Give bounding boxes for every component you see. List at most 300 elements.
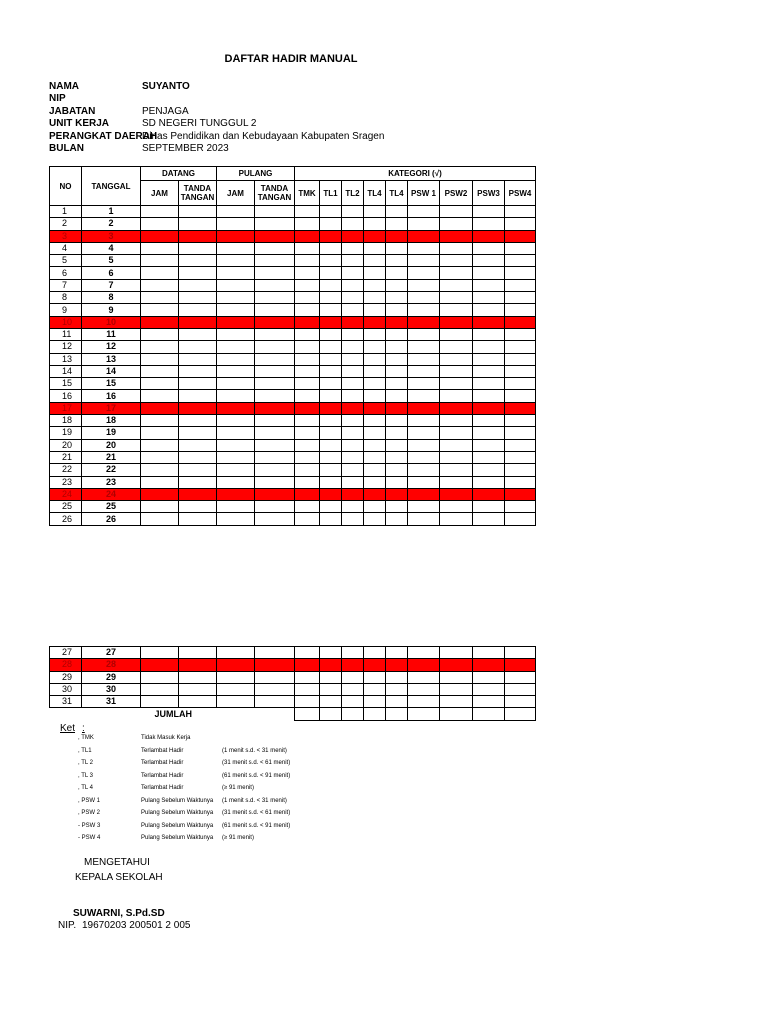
table-cell [141, 671, 179, 683]
legend-desc: Pulang Sebelum Waktunya [141, 798, 214, 804]
table-cell [179, 218, 217, 230]
row-tanggal: 11 [82, 328, 141, 340]
table-cell [440, 365, 473, 377]
table-cell [320, 683, 342, 695]
table-cell [342, 439, 364, 451]
row-tanggal: 27 [82, 647, 141, 659]
table-cell [505, 365, 536, 377]
table-cell [505, 304, 536, 316]
table-cell [440, 488, 473, 500]
legend-code: , TL1 [78, 748, 92, 754]
table-cell [408, 488, 440, 500]
table-cell [440, 451, 473, 463]
table-cell [386, 341, 408, 353]
table-cell [440, 427, 473, 439]
table-cell [320, 439, 342, 451]
table-cell [386, 279, 408, 291]
row-no: 25 [50, 501, 82, 513]
table-cell [217, 206, 255, 218]
table-cell [141, 353, 179, 365]
table-cell [473, 255, 505, 267]
row-no: 15 [50, 378, 82, 390]
table-row [50, 476, 536, 488]
row-tanggal: 23 [82, 476, 141, 488]
table-cell [505, 696, 536, 708]
table-cell [505, 683, 536, 695]
header-kategori-col: TL1 [320, 181, 342, 206]
legend-note: (31 menit s.d. < 61 menit) [222, 760, 291, 766]
row-tanggal: 4 [82, 242, 141, 254]
table-cell [295, 439, 320, 451]
table-cell [179, 353, 217, 365]
table-cell [141, 230, 179, 242]
header-datang-jam: JAM [141, 181, 179, 206]
table-cell [505, 255, 536, 267]
table-cell [342, 218, 364, 230]
table-cell [320, 513, 342, 525]
table-cell [440, 696, 473, 708]
table-cell [255, 341, 295, 353]
table-cell [408, 292, 440, 304]
table-cell [342, 647, 364, 659]
table-cell [295, 230, 320, 242]
table-cell [179, 683, 217, 695]
table-cell [473, 659, 505, 671]
table-cell [440, 501, 473, 513]
signer-nip-label: NIP. [58, 920, 77, 931]
table-cell [505, 292, 536, 304]
row-tanggal: 14 [82, 365, 141, 377]
table-cell [141, 341, 179, 353]
table-cell [364, 206, 386, 218]
table-cell [505, 230, 536, 242]
header-pulang-tanda-tangan: TANDA TANGAN [255, 181, 295, 206]
table-cell [342, 464, 364, 476]
table-cell [141, 501, 179, 513]
table-cell [408, 427, 440, 439]
table-cell [217, 439, 255, 451]
table-cell [408, 476, 440, 488]
table-cell [295, 464, 320, 476]
table-cell [473, 501, 505, 513]
table-cell [505, 659, 536, 671]
table-cell [473, 488, 505, 500]
table-cell [473, 647, 505, 659]
table-cell [473, 415, 505, 427]
table-cell [141, 292, 179, 304]
table-cell [320, 328, 342, 340]
table-cell [505, 206, 536, 218]
table-cell [505, 647, 536, 659]
row-tanggal: 2 [82, 218, 141, 230]
table-cell [364, 255, 386, 267]
table-cell [255, 402, 295, 414]
table-cell [141, 206, 179, 218]
table-cell [505, 501, 536, 513]
table-cell [295, 415, 320, 427]
table-cell [386, 255, 408, 267]
attendance-table-page-1 [49, 166, 536, 526]
table-row [50, 365, 536, 377]
table-cell [505, 476, 536, 488]
table-cell [217, 415, 255, 427]
table-cell [408, 415, 440, 427]
legend-note: (61 menit s.d. < 91 menit) [222, 773, 291, 779]
table-cell [505, 267, 536, 279]
info-label: BULAN [49, 142, 84, 154]
table-cell [408, 402, 440, 414]
table-cell [217, 304, 255, 316]
table-cell [505, 513, 536, 525]
table-cell [255, 464, 295, 476]
table-cell [179, 341, 217, 353]
table-cell [217, 402, 255, 414]
table-cell [386, 659, 408, 671]
table-cell [364, 304, 386, 316]
table-row [50, 378, 536, 390]
table-row [50, 439, 536, 451]
table-cell [386, 488, 408, 500]
table-row [50, 230, 536, 242]
table-cell [141, 464, 179, 476]
table-cell [364, 683, 386, 695]
table-cell [408, 451, 440, 463]
table-cell [364, 378, 386, 390]
table-cell [408, 206, 440, 218]
row-no: 16 [50, 390, 82, 402]
row-no: 11 [50, 328, 82, 340]
table-row [50, 255, 536, 267]
table-cell [440, 328, 473, 340]
table-cell [505, 218, 536, 230]
table-cell [179, 328, 217, 340]
row-no: 22 [50, 464, 82, 476]
table-cell [255, 255, 295, 267]
legend-note: (31 menit s.d. < 61 menit) [222, 810, 291, 816]
table-cell [440, 647, 473, 659]
legend-code: , TL 2 [78, 760, 94, 766]
row-tanggal: 29 [82, 671, 141, 683]
table-row [50, 415, 536, 427]
legend-colon: : [82, 723, 85, 734]
table-row [50, 427, 536, 439]
table-cell [386, 439, 408, 451]
table-cell [179, 696, 217, 708]
table-row [50, 696, 536, 708]
table-cell [386, 513, 408, 525]
table-cell [386, 206, 408, 218]
table-cell [386, 647, 408, 659]
table-cell [179, 390, 217, 402]
table-cell [179, 242, 217, 254]
row-tanggal: 30 [82, 683, 141, 695]
row-tanggal: 31 [82, 696, 141, 708]
table-cell [473, 378, 505, 390]
table-cell [364, 476, 386, 488]
table-cell [217, 341, 255, 353]
kepala-sekolah-label: KEPALA SEKOLAH [75, 872, 163, 883]
table-row [50, 328, 536, 340]
table-cell [295, 206, 320, 218]
table-cell [342, 671, 364, 683]
table-cell [408, 218, 440, 230]
table-cell [217, 390, 255, 402]
table-cell [440, 683, 473, 695]
row-tanggal: 19 [82, 427, 141, 439]
table-cell [342, 292, 364, 304]
table-cell [408, 501, 440, 513]
table-cell [386, 402, 408, 414]
row-tanggal: 16 [82, 390, 141, 402]
table-cell [320, 206, 342, 218]
table-cell [364, 427, 386, 439]
table-cell [505, 451, 536, 463]
table-cell [408, 647, 440, 659]
table-cell [320, 267, 342, 279]
table-cell [295, 451, 320, 463]
row-no: 29 [50, 671, 82, 683]
table-cell [320, 341, 342, 353]
table-cell [440, 464, 473, 476]
table-cell [342, 451, 364, 463]
header-kategori: KATEGORI (√) [295, 167, 536, 181]
table-cell [440, 439, 473, 451]
table-cell [386, 696, 408, 708]
table-cell [408, 328, 440, 340]
table-cell [141, 696, 179, 708]
table-cell [408, 267, 440, 279]
table-cell [320, 218, 342, 230]
table-cell [440, 316, 473, 328]
table-cell [408, 279, 440, 291]
table-cell [217, 218, 255, 230]
row-tanggal: 20 [82, 439, 141, 451]
table-cell [295, 328, 320, 340]
table-cell [364, 218, 386, 230]
table-cell [342, 476, 364, 488]
page-title: DAFTAR HADIR MANUAL [224, 53, 358, 65]
legend-desc: Tidak Masuk Kerja [141, 735, 191, 741]
table-cell [320, 378, 342, 390]
table-cell [473, 292, 505, 304]
table-cell [386, 230, 408, 242]
table-cell [255, 513, 295, 525]
table-cell [408, 230, 440, 242]
table-cell [255, 427, 295, 439]
table-cell [217, 647, 255, 659]
table-cell [320, 402, 342, 414]
table-cell [342, 378, 364, 390]
row-tanggal: 22 [82, 464, 141, 476]
table-cell [295, 647, 320, 659]
legend-code: , PSW 1 [78, 798, 101, 804]
table-cell [473, 671, 505, 683]
table-cell [408, 683, 440, 695]
table-cell [386, 390, 408, 402]
table-row [50, 292, 536, 304]
table-cell [295, 218, 320, 230]
table-cell [179, 659, 217, 671]
table-cell [473, 390, 505, 402]
row-no: 24 [50, 488, 82, 500]
table-cell [473, 328, 505, 340]
table-cell [255, 439, 295, 451]
row-no: 12 [50, 341, 82, 353]
info-label: JABATAN [49, 105, 96, 117]
table-cell [386, 683, 408, 695]
table-cell [295, 427, 320, 439]
table-cell [141, 659, 179, 671]
table-cell [386, 292, 408, 304]
table-row [50, 501, 536, 513]
table-cell [473, 696, 505, 708]
table-cell [255, 292, 295, 304]
legend-desc: Pulang Sebelum Waktunya [141, 835, 214, 841]
table-cell [342, 365, 364, 377]
table-cell [473, 402, 505, 414]
table-cell [440, 415, 473, 427]
table-cell [408, 513, 440, 525]
table-cell [505, 353, 536, 365]
table-cell [320, 464, 342, 476]
table-cell [440, 218, 473, 230]
table-cell [217, 316, 255, 328]
table-cell [440, 279, 473, 291]
table-cell [342, 402, 364, 414]
table-cell [505, 671, 536, 683]
table-cell [217, 476, 255, 488]
table-cell [217, 267, 255, 279]
table-cell [255, 683, 295, 695]
table-cell [179, 415, 217, 427]
table-cell [255, 206, 295, 218]
table-cell [473, 316, 505, 328]
legend-note: (61 menit s.d. < 91 menit) [222, 823, 291, 829]
header-tanggal: TANGGAL [82, 167, 141, 206]
table-cell [295, 242, 320, 254]
table-cell [255, 316, 295, 328]
table-cell [408, 365, 440, 377]
table-cell [255, 647, 295, 659]
table-cell [141, 218, 179, 230]
table-cell [320, 501, 342, 513]
table-cell [505, 242, 536, 254]
table-cell [179, 671, 217, 683]
table-cell [440, 267, 473, 279]
row-no: 17 [50, 402, 82, 414]
row-tanggal: 9 [82, 304, 141, 316]
table-cell [217, 501, 255, 513]
table-row [50, 206, 536, 218]
row-no: 2 [50, 218, 82, 230]
table-cell [386, 464, 408, 476]
table-cell [295, 402, 320, 414]
table-cell [342, 696, 364, 708]
table-cell [295, 365, 320, 377]
table-cell [440, 402, 473, 414]
table-cell [342, 242, 364, 254]
legend-desc: Terlambat Hadir [141, 748, 184, 754]
table-cell [295, 341, 320, 353]
table-cell [473, 341, 505, 353]
table-cell [295, 292, 320, 304]
table-cell [141, 328, 179, 340]
header-kategori-col: TMK [295, 181, 320, 206]
row-tanggal: 10 [82, 316, 141, 328]
table-cell [320, 365, 342, 377]
table-cell [295, 279, 320, 291]
table-cell [342, 255, 364, 267]
table-cell [364, 279, 386, 291]
table-cell [440, 304, 473, 316]
table-cell [386, 316, 408, 328]
info-label: NAMA [49, 81, 79, 92]
table-cell [179, 488, 217, 500]
table-cell [342, 267, 364, 279]
table-cell [473, 353, 505, 365]
table-cell [255, 696, 295, 708]
table-row [50, 683, 536, 695]
table-cell [179, 464, 217, 476]
table-cell [440, 230, 473, 242]
table-row [50, 218, 536, 230]
table-row [50, 341, 536, 353]
table-cell [179, 279, 217, 291]
table-cell [217, 279, 255, 291]
table-cell [342, 488, 364, 500]
table-row [50, 647, 536, 659]
table-cell [179, 255, 217, 267]
row-no: 14 [50, 365, 82, 377]
row-no: 8 [50, 292, 82, 304]
row-no: 18 [50, 415, 82, 427]
table-cell [505, 328, 536, 340]
table-cell [320, 242, 342, 254]
table-cell [408, 439, 440, 451]
legend-code: - PSW 4 [78, 835, 101, 841]
table-cell [473, 206, 505, 218]
table-cell [505, 488, 536, 500]
table-cell [440, 659, 473, 671]
table-cell [141, 242, 179, 254]
table-cell [320, 230, 342, 242]
table-cell [386, 427, 408, 439]
table-cell [179, 304, 217, 316]
table-cell [364, 464, 386, 476]
table-cell [320, 647, 342, 659]
table-cell [141, 316, 179, 328]
table-cell [320, 488, 342, 500]
table-cell [342, 415, 364, 427]
row-no: 27 [50, 647, 82, 659]
header-datang-tanda-tangan: TANDA TANGAN [179, 181, 217, 206]
table-cell [364, 439, 386, 451]
table-cell [408, 671, 440, 683]
table-cell [141, 390, 179, 402]
legend-note: (1 menit s.d. < 31 menit) [222, 798, 287, 804]
table-cell [255, 279, 295, 291]
table-cell [179, 230, 217, 242]
table-cell [342, 341, 364, 353]
row-no: 13 [50, 353, 82, 365]
table-cell [364, 513, 386, 525]
table-cell [295, 476, 320, 488]
jumlah-label: JUMLAH [141, 708, 295, 721]
table-cell [179, 451, 217, 463]
table-cell [255, 230, 295, 242]
table-cell [364, 230, 386, 242]
table-cell [320, 316, 342, 328]
